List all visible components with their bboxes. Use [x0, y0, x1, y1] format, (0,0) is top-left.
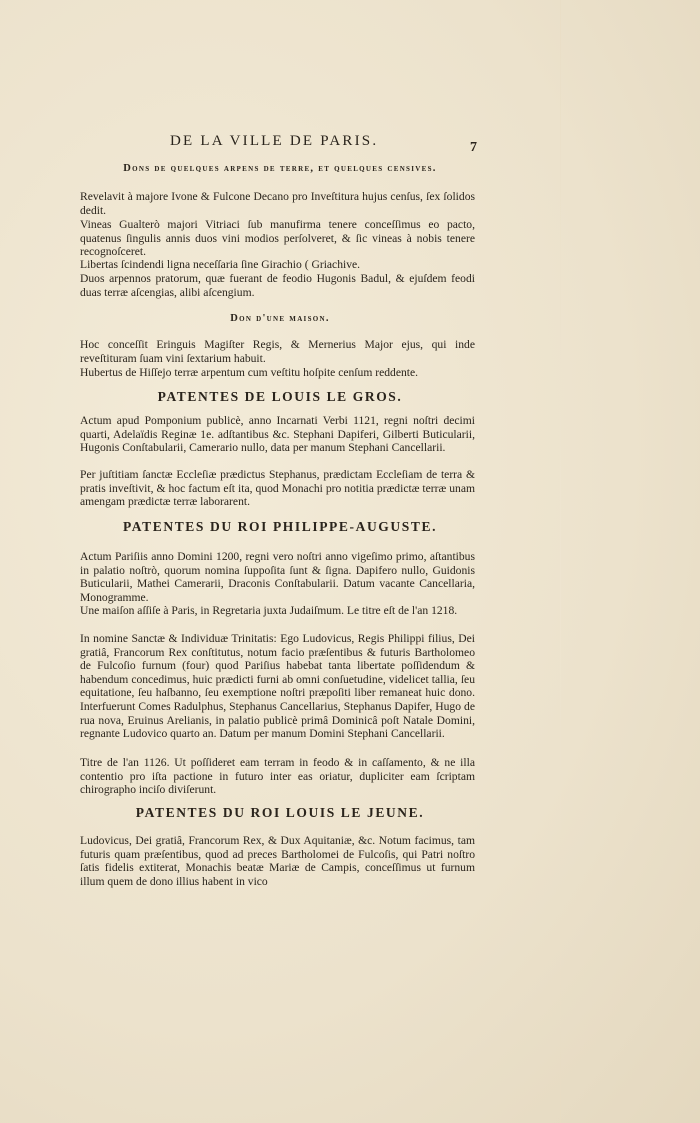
- section-heading-philippe-auguste: PATENTES DU ROI PHILIPPE-AUGUSTE.: [122, 519, 438, 534]
- paragraph: Vineas Gualterò majori Vitriaci ſub manufirma tenere conceſſimus eo pacto, quatenus ſingulis annis duos vini modios perſolveret, & ſic vineas à nobis tenere recognoſceret.: [80, 218, 475, 259]
- paragraph: Libertas ſcindendi ligna neceſſaria ſine Girachio ( Griachive.: [80, 258, 361, 271]
- paper-fold: [560, 0, 561, 1123]
- paragraph: In nomine Sanctæ & Individuæ Trinitatis: Ego Ludovicus, Regis Philippi filius, Dei gratiâ, Francorum Rex conſtitutus, notum facio præſentibus & futuris Bartholomeo de Fulcoſio furnum (four) quod Pariſius habebat tanta libertate poſſidendum & habendum concedimus, huic prædicti furni ab omni conſuetudine, videlicet tallia, ſeu equitatione, ſeu haſbanno, ſeu exemptione noſtri præpoſiti liber remaneat huic dono. Interfuerunt Comes Radulphus, Stephanus Cancellarius, Stephanus Dapifer, Hugo de rua nova, Eruinus Arelianis, in palatio publicè primâ Dominicâ poſt Natale Domini, regnante Ludovico quarto an. Datum per manum Domini Stephani Cancellarii.: [80, 632, 475, 741]
- paragraph: Revelavit à majore Ivone & Fulcone Decano pro Inveſtitura hujus cenſus, ſex ſolidos dedit.: [80, 190, 475, 217]
- paragraph: Titre de l'an 1126. Ut poſſideret eam terram in feodo & in caſſamento, & ne illa contentio pro iſta pactione in futuro inter eas oriatur, dupliciter eam ſcriptam chirographo inciſo diviſerunt.: [80, 756, 475, 797]
- paragraph: Actum Pariſiis anno Domini 1200, regni vero noſtri anno vigeſimo primo, aſtantibus in palatio noſtrò, quorum nomina ſuppoſita ſunt & ſigna. Dapifero nullo, Guidonis Buticularii, Mathei Camerarii, Draconis Conſtabularii. Datum vacante Cancellaria, Monogramme.: [80, 550, 475, 604]
- paragraph: Duos arpennos pratorum, quæ fuerant de feodio Hugonis Badul, & ejuſdem feodi duas terræ aſcengias, alibi aſcengium.: [80, 272, 475, 299]
- page-number: 7: [470, 140, 477, 155]
- paragraph: Actum apud Pomponium publicè, anno Incarnati Verbi 1121, regni noſtri decimi quarti, Adelaïdis Reginæ 1e. adſtantibus &c. Stephani Dapiferi, Gilberti Buticularii, Hugonis Conſtabularii, Camerario nullo, data per manum Stephani Cancellarii.: [80, 414, 475, 455]
- paragraph: Une maiſon aſſiſe à Paris, in Regretaria juxta Judaiſmum. Le titre eſt de l'an 1218.: [80, 604, 458, 617]
- section-heading-don-maison: Don d'une maison.: [230, 313, 330, 324]
- paragraph: Per juſtitiam ſanctæ Eccleſiæ prædictus Stephanus, prædictam Eccleſiam de terra & pratis inveſtivit, & hoc factum eſt ita, quod Monachi pro notitia prædictæ terræ unam amengam prædictæ terræ laborarent.: [80, 468, 475, 509]
- section-heading-louis-le-gros: PATENTES DE LOUIS LE GROS.: [157, 389, 403, 404]
- paragraph: Hoc conceſſit Eringuis Magiſter Regis, & Mernerius Major ejus, qui inde reveſtituram ſuam vini ſextarium habuit.: [80, 338, 475, 365]
- running-head: DE LA VILLE DE PARIS.: [170, 133, 379, 149]
- paragraph: Hubertus de Hiſſejo terræ arpentum cum veſtitu hoſpite cenſum reddente.: [80, 366, 419, 379]
- section-heading-louis-le-jeune: PATENTES DU ROI LOUIS LE JEUNE.: [135, 805, 425, 820]
- section-heading-dons: Dons de quelques arpens de terre, et quelques censives.: [123, 163, 437, 174]
- paragraph: Ludovicus, Dei gratiâ, Francorum Rex, & Dux Aquitaniæ, &c. Notum facimus, tam futuris quam præſentibus, quod ad preces Bartholomei de Fulcoſis, qui Patri noſtro ſatis fidelis extiterat, Monachis beatæ Mariæ de Campis, conceſſimus ut furnum illum quem de dono illius habent in vico: [80, 834, 475, 888]
